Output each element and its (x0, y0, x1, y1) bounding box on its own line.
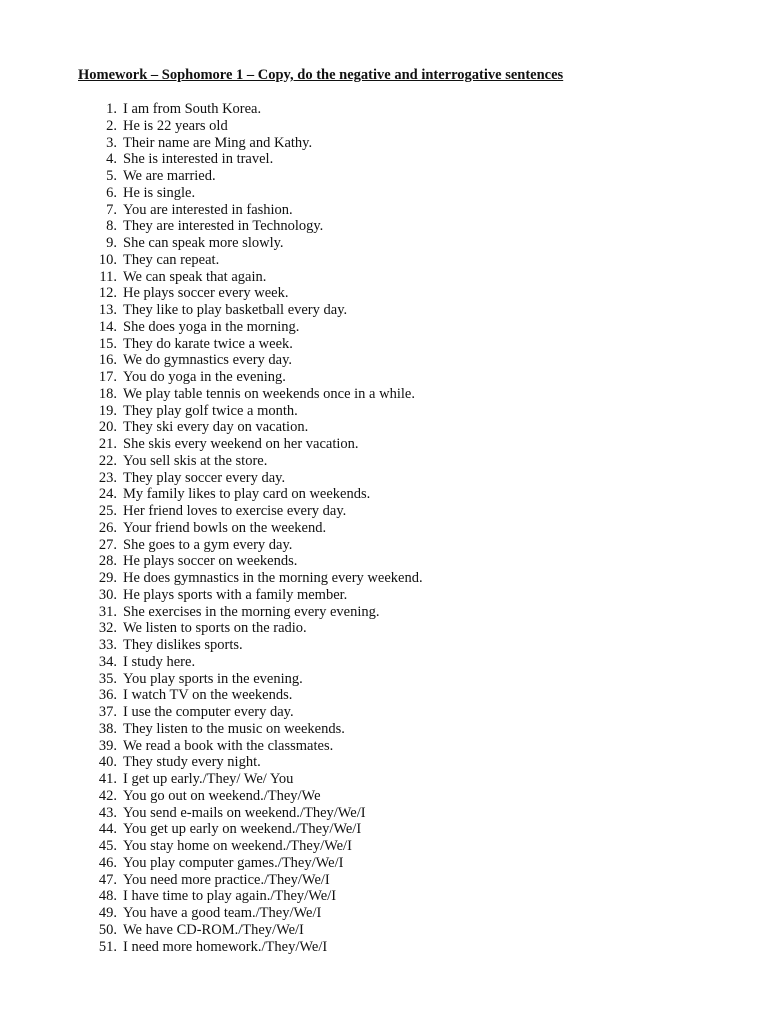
item-text: I am from South Korea. (123, 101, 262, 117)
item-text: He does gymnastics in the morning every weekend. (123, 570, 423, 586)
item-number: 42. (98, 787, 117, 804)
item-text: We do gymnastics every day. (123, 352, 293, 369)
item-text: You sell skis at the store. (123, 452, 268, 469)
item-number: 48. (98, 888, 117, 905)
item-number: 36. (98, 687, 117, 704)
item-number: 29. (98, 570, 117, 586)
item-number: 43. (98, 804, 117, 821)
item-number: 18. (98, 385, 117, 402)
item-text: I use the computer every day. (123, 704, 294, 720)
item-text: He plays soccer every week. (123, 285, 289, 302)
item-text: I watch TV on the weekends. (123, 687, 293, 704)
item-number: 9. (106, 235, 117, 251)
item-number: 37. (98, 704, 117, 720)
item-text: I need more homework./They/We/I (123, 938, 328, 955)
item-number: 50. (98, 921, 117, 938)
item-text: They dislikes sports. (123, 637, 243, 653)
item-number: 7. (106, 201, 117, 218)
item-number: 16. (98, 352, 117, 369)
item-number: 30. (98, 586, 117, 603)
item-text: Your friend bowls on the weekend. (123, 519, 327, 536)
item-text: They listen to the music on weekends. (123, 720, 345, 737)
item-text: He plays sports with a family member. (123, 586, 348, 603)
item-number: 23. (98, 469, 117, 486)
item-text: I get up early./They/ We/ You (123, 771, 294, 787)
item-text: They play golf twice a month. (123, 402, 298, 419)
item-text: My family likes to play card on weekends. (123, 486, 371, 503)
item-number: 26. (98, 519, 117, 536)
item-number: 11. (99, 268, 117, 285)
item-number: 47. (98, 871, 117, 888)
item-text: You go out on weekend./They/We (123, 787, 321, 804)
item-number: 27. (98, 536, 117, 553)
item-number: 28. (98, 553, 117, 570)
item-text: You play computer games./They/We/I (123, 854, 344, 871)
item-text: You send e-mails on weekend./They/We/I (123, 804, 366, 821)
item-number: 31. (98, 603, 117, 620)
item-text: They can repeat. (123, 251, 220, 268)
item-text: They play soccer every day. (123, 469, 286, 486)
item-number: 51. (98, 938, 117, 955)
item-text: She can speak more slowly. (123, 235, 284, 251)
item-number: 45. (98, 838, 117, 854)
item-text: Her friend loves to exercise every day. (123, 503, 347, 519)
item-text: You have a good team./They/We/I (123, 905, 322, 921)
item-text: We play table tennis on weekends once in a while. (123, 385, 415, 402)
item-number: 25. (98, 503, 117, 519)
item-text: They do karate twice a week. (123, 335, 293, 352)
item-number: 49. (98, 905, 117, 921)
item-text: She does yoga in the morning. (123, 318, 300, 335)
item-text: He plays soccer on weekends. (123, 553, 298, 570)
item-number: 14. (98, 318, 117, 335)
item-text: You stay home on weekend./They/We/I (123, 838, 352, 854)
item-number: 34. (98, 653, 117, 670)
item-number: 13. (98, 302, 117, 318)
item-number: 22. (98, 452, 117, 469)
item-text: We are married. (123, 168, 216, 184)
item-text: We read a book with the classmates. (123, 737, 334, 754)
item-text: I study here. (123, 653, 196, 670)
item-number: 19. (98, 402, 117, 419)
item-text: You get up early on weekend./They/We/I (123, 821, 362, 838)
item-number: 12. (98, 285, 117, 302)
item-number: 40. (98, 754, 117, 771)
item-text: They study every night. (123, 754, 261, 771)
item-text: We can speak that again. (123, 268, 267, 285)
item-text: They ski every day on vacation. (123, 419, 309, 436)
item-text: She goes to a gym every day. (123, 536, 293, 553)
item-number: 5. (106, 168, 117, 184)
item-number: 35. (98, 670, 117, 687)
item-number: 3. (106, 134, 117, 151)
item-text: He is single. (123, 184, 196, 201)
item-number: 6. (106, 184, 117, 201)
item-text: Their name are Ming and Kathy. (123, 134, 313, 151)
item-text: She skis every weekend on her vacation. (123, 436, 359, 452)
item-text: We listen to sports on the radio. (123, 620, 307, 637)
item-text: She is interested in travel. (123, 151, 274, 168)
item-text: You do yoga in the evening. (123, 369, 286, 385)
item-number: 41. (98, 771, 117, 787)
item-text: You play sports in the evening. (123, 670, 303, 687)
item-text: I have time to play again./They/We/I (123, 888, 337, 905)
item-number: 46. (98, 854, 117, 871)
item-text: You are interested in fashion. (123, 201, 293, 218)
page-title: Homework – Sophomore 1 – Copy, do the negative and interrogative sentences (78, 67, 564, 83)
item-number: 10. (98, 251, 117, 268)
item-number: 44. (98, 821, 117, 838)
item-number: 21. (98, 436, 117, 452)
item-number: 2. (106, 117, 117, 134)
item-number: 4. (106, 151, 117, 168)
item-number: 38. (98, 720, 117, 737)
item-number: 15. (98, 335, 117, 352)
item-number: 1. (106, 101, 117, 117)
item-text: We have CD-ROM./They/We/I (123, 921, 304, 938)
item-number: 32. (98, 620, 117, 637)
item-text: They are interested in Technology. (123, 218, 324, 235)
item-number: 39. (98, 737, 117, 754)
item-text: He is 22 years old (123, 117, 228, 134)
item-text: She exercises in the morning every evening. (123, 603, 380, 620)
item-text: They like to play basketball every day. (123, 302, 348, 318)
item-number: 33. (98, 637, 117, 653)
item-number: 24. (98, 486, 117, 503)
item-number: 20. (98, 419, 117, 436)
item-number: 17. (98, 369, 117, 385)
item-text: You need more practice./They/We/I (123, 871, 330, 888)
item-number: 8. (106, 218, 117, 235)
